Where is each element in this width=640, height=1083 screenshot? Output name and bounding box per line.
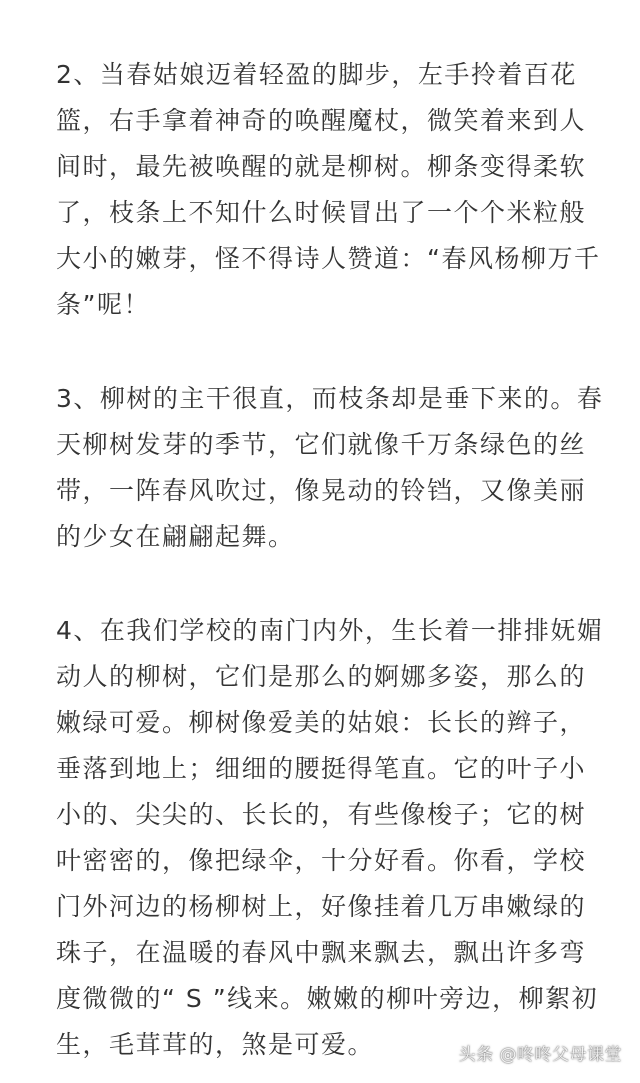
- text-line: 带，一阵春风吹过，像晃动的铃铛，又像美丽: [56, 476, 587, 505]
- text-line: 生，毛茸茸的，煞是可爱。: [56, 1030, 375, 1059]
- paragraph-2: [56, 52, 601, 328]
- text-line: 珠子，在温暖的春风中飘来飘去，飘出许多弯: [56, 938, 587, 967]
- text-line: 天柳树发芽的季节，它们就像千万条绿色的丝: [56, 430, 587, 459]
- article-body: [56, 52, 604, 1068]
- text-line: 4、在我们学校的南门内外，生长着一排排妩媚: [56, 616, 604, 645]
- text-line: 3、柳树的主干很直，而枝条却是垂下来的。春: [56, 384, 604, 413]
- text-line: 2、当春姑娘迈着轻盈的脚步，左手拎着百花: [56, 60, 577, 89]
- text-line: 小的、尖尖的、长长的，有些像梭子；它的树: [56, 800, 587, 829]
- text-line: 大小的嫩芽，怪不得诗人赞道：“春风杨柳万千: [56, 244, 601, 273]
- text-line: 条”呢！: [56, 290, 150, 319]
- text-line: 间时，最先被唤醒的就是柳树。柳条变得柔软: [56, 152, 587, 181]
- text-line: 了，枝条上不知什么时候冒出了一个个米粒般: [56, 198, 587, 227]
- text-line: 篮，右手拿着神奇的唤醒魔杖，微笑着来到人: [56, 106, 587, 135]
- text-line: 垂落到地上；细细的腰挺得笔直。它的叶子小: [56, 754, 587, 783]
- text-line: 的少女在翩翩起舞。: [56, 522, 295, 551]
- text-line: 动人的柳树，它们是那么的婀娜多姿，那么的: [56, 662, 587, 691]
- text-line: 门外河边的杨柳树上，好像挂着几万串嫩绿的: [56, 892, 587, 921]
- paragraph-4: [56, 608, 604, 1068]
- paragraph-3: [56, 376, 604, 560]
- source-watermark: 头条 @咚咚父母课堂: [458, 1045, 622, 1065]
- text-line: 嫩绿可爱。柳树像爱美的姑娘：长长的辫子，: [56, 708, 587, 737]
- text-line: 叶密密的，像把绿伞，十分好看。你看，学校: [56, 846, 587, 875]
- text-line: 度微微的“ S ”线来。嫩嫩的柳叶旁边，柳絮初: [56, 984, 599, 1013]
